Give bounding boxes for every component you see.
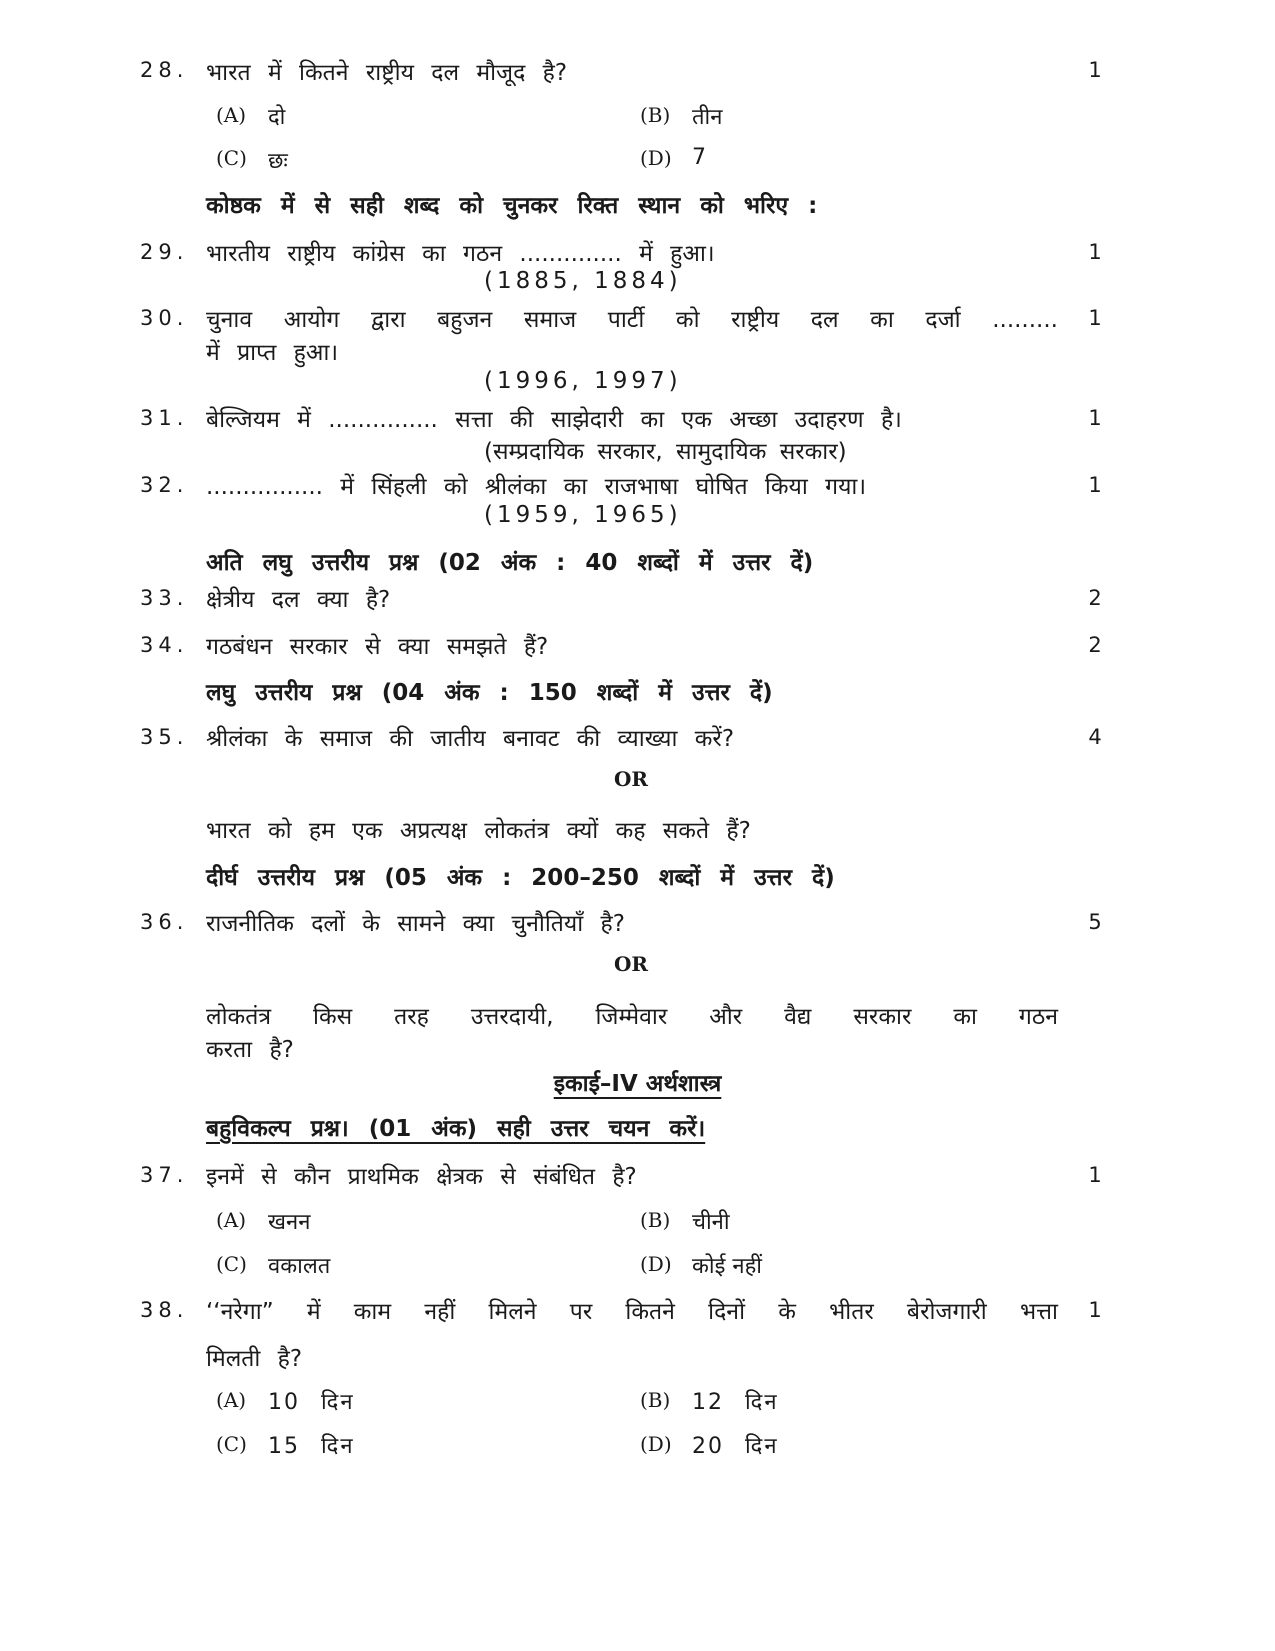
question-number: 32. — [140, 473, 189, 497]
question-number: 36. — [140, 910, 189, 934]
question-number: 38. — [140, 1298, 189, 1322]
marks: 4 — [1088, 725, 1102, 749]
answer-choices: (1996, 1997) — [484, 368, 682, 394]
marks: 1 — [1088, 1163, 1102, 1187]
option-text: कोई नहीं — [692, 1254, 762, 1279]
option-label: (C) — [216, 1432, 247, 1456]
option-text: 20 दिन — [692, 1434, 779, 1459]
answer-choices: (1885, 1884) — [484, 268, 682, 294]
question-text: चुनाव आयोग द्वारा बहुजन समाज पार्टी को राष्ट्रीय दल का दर्जा ......... — [206, 307, 1058, 333]
question-number: 30. — [140, 306, 189, 330]
option-label: (A) — [216, 103, 247, 127]
option-label: (A) — [216, 1388, 247, 1412]
option-label: (B) — [640, 1208, 671, 1232]
question-number: 28. — [140, 58, 189, 82]
question-number: 37. — [140, 1163, 189, 1187]
question-text: गठबंधन सरकार से क्या समझते हैं? — [206, 634, 549, 660]
alternative-question-text-continued: करता है? — [206, 1037, 294, 1063]
question-text: राजनीतिक दलों के सामने क्या चुनौतियाँ है? — [206, 911, 625, 937]
section-heading: कोष्ठक में से सही शब्द को चुनकर रिक्त स्थान को भरिए : — [206, 193, 818, 219]
option-label: (D) — [640, 1432, 672, 1456]
option-label: (B) — [640, 103, 671, 127]
question-text: क्षेत्रीय दल क्या है? — [206, 587, 391, 613]
question-text-continued: में प्राप्त हुआ। — [206, 340, 339, 366]
section-heading: अति लघु उत्तरीय प्रश्न (02 अंक : 40 शब्दों में उत्तर दें) — [206, 550, 814, 576]
option-text: तीन — [692, 105, 723, 130]
option-label: (C) — [216, 146, 247, 170]
question-text: बेल्जियम में ............... सत्ता की साझेदारी का एक अच्छा उदाहरण है। — [206, 407, 902, 433]
question-text: श्रीलंका के समाज की जातीय बनावट की व्याख्या करें? — [206, 726, 735, 752]
question-text: भारतीय राष्ट्रीय कांग्रेस का गठन .............. में हुआ। — [206, 241, 715, 267]
option-label: (D) — [640, 1252, 672, 1276]
question-number: 31. — [140, 406, 189, 430]
section-heading: बहुविकल्प प्रश्न। (01 अंक) सही उत्तर चयन करें। — [206, 1116, 706, 1142]
option-label: (A) — [216, 1208, 247, 1232]
answer-choices: (सम्प्रदायिक सरकार, सामुदायिक सरकार) — [484, 439, 847, 465]
marks: 1 — [1088, 406, 1102, 430]
alternative-question-text: भारत को हम एक अप्रत्यक्ष लोकतंत्र क्यों कह सकते हैं? — [206, 818, 751, 844]
question-text: ................ में सिंहली को श्रीलंका का राजभाषा घोषित किया गया। — [206, 474, 867, 500]
alternative-question-text: लोकतंत्र किस तरह उत्तरदायी, जिम्मेवार और वैद्य सरकार का गठन — [206, 1004, 1058, 1030]
question-text: ‘‘नरेगा” में काम नहीं मिलने पर कितने दिनों के भीतर बेरोजगारी भत्ता — [206, 1299, 1058, 1325]
question-text: इनमें से कौन प्राथमिक क्षेत्रक से संबंधित है? — [206, 1164, 637, 1190]
or-separator: OR — [614, 952, 649, 976]
marks: 1 — [1088, 1298, 1102, 1322]
marks: 1 — [1088, 306, 1102, 330]
option-text: 15 दिन — [268, 1434, 355, 1459]
option-text: 10 दिन — [268, 1390, 355, 1415]
section-heading: दीर्घ उत्तरीय प्रश्न (05 अंक : 200–250 शब्दों में उत्तर दें) — [206, 865, 835, 891]
question-text: भारत में कितने राष्ट्रीय दल मौजूद है? — [206, 60, 568, 86]
option-label: (B) — [640, 1388, 671, 1412]
marks: 1 — [1088, 58, 1102, 82]
question-text-continued: मिलती है? — [206, 1346, 303, 1372]
option-text: छः — [268, 149, 288, 174]
section-heading: लघु उत्तरीय प्रश्न (04 अंक : 150 शब्दों में उत्तर दें) — [206, 680, 773, 706]
option-text: चीनी — [692, 1210, 730, 1235]
option-text: 7 — [692, 145, 706, 170]
or-separator: OR — [614, 767, 649, 791]
option-text: खनन — [268, 1210, 311, 1235]
answer-choices: (1959, 1965) — [484, 502, 682, 528]
question-number: 35. — [140, 725, 189, 749]
question-number: 29. — [140, 240, 189, 264]
option-text: दो — [268, 105, 286, 130]
option-text: वकालत — [268, 1254, 331, 1279]
unit-heading: इकाई–IV अर्थशास्त्र — [553, 1071, 722, 1097]
marks: 5 — [1088, 910, 1102, 934]
option-label: (C) — [216, 1252, 247, 1276]
question-number: 34. — [140, 633, 189, 657]
option-text: 12 दिन — [692, 1390, 779, 1415]
marks: 1 — [1088, 240, 1102, 264]
marks: 2 — [1088, 633, 1102, 657]
marks: 1 — [1088, 473, 1102, 497]
marks: 2 — [1088, 586, 1102, 610]
option-label: (D) — [640, 146, 672, 170]
question-number: 33. — [140, 586, 189, 610]
